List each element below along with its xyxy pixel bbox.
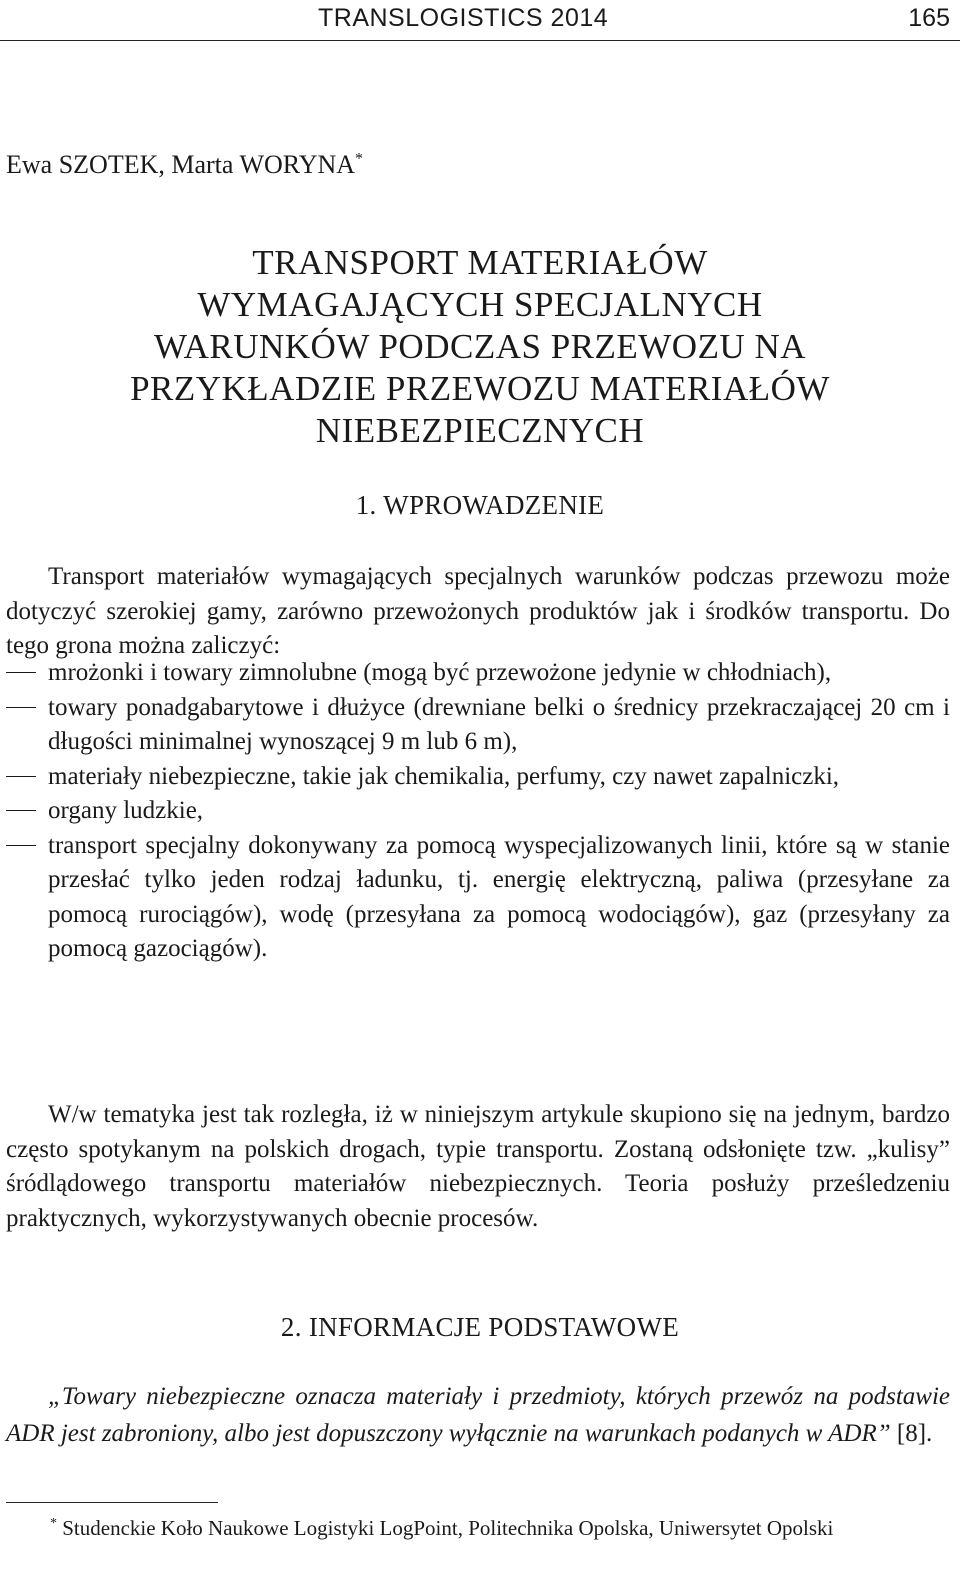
list-item-text: materiały niebezpieczne, takie jak chemikalia, perfumy, czy nawet zapalniczki, — [48, 762, 840, 790]
list-item-text: mrożonki i towary zimnolubne (mogą być przewożone jedynie w chłodniach), — [48, 659, 832, 686]
title-line: PRZYKŁADZIE PRZEWOZU MATERIAŁÓW — [130, 369, 830, 408]
list-item — [6, 656, 950, 691]
dash-bullet — [6, 672, 36, 673]
author-names: Ewa SZOTEK, Marta WORYNA — [6, 150, 356, 179]
list-item-text: towary ponadgabarytowe i dłużyce (drewniane belki o średnicy przekraczającej 20 cm i długości minimalnej wynoszącej 9 m lub 6 m), — [48, 693, 950, 755]
list-item-text: transport specjalny dokonywany za pomocą wyspecjalizowanych linii, które są w stanie przesłać tylko jeden rodzaj ładunku, tj. energię elektryczną, paliwa (przesyłane za pomocą rurociągów), wodę (przesyłana za pomocą wodociągów), gaz (przesyłany za pomocą gazociągów). — [48, 831, 950, 962]
title-line: WARUNKÓW PODCZAS PRZEWOZU NA — [153, 327, 807, 366]
dash-bullet — [6, 845, 36, 846]
title-line: TRANSPORT MATERIAŁÓW — [252, 243, 708, 282]
citation-reference: [8]. — [890, 1420, 933, 1447]
author-footnote-marker: * — [355, 150, 364, 168]
dash-bullet — [6, 776, 36, 777]
dash-bullet — [6, 707, 36, 708]
footnote-marker: * — [50, 1516, 57, 1531]
footnote-text: Studenckie Koło Naukowe Logistyki LogPoint, Politechnika Opolska, Uniwersytet Opolski — [57, 1516, 834, 1540]
intro-paragraph: Transport materiałów wymagających specjalnych warunków podczas przewozu może dotyczyć szerokiej gamy, zarówno przewożonych produktów jak i środków transportu. Do tego grona można zaliczyć: — [6, 563, 950, 659]
list-item — [6, 691, 950, 760]
paper-title — [0, 242, 960, 452]
dash-bullet — [6, 810, 36, 811]
journal-name: TRANSLOGISTICS 2014 — [318, 4, 609, 32]
footnote-divider — [6, 1502, 218, 1503]
authors — [6, 150, 363, 180]
list-item — [6, 829, 950, 967]
section-heading-introduction: 1. WPROWADZENIE — [355, 490, 605, 520]
page-number: 165 — [908, 4, 950, 32]
list-item-text: organy ludzkie, — [48, 797, 204, 824]
title-line: WYMAGAJĄCYCH SPECJALNYCH — [197, 285, 763, 324]
scope-paragraph: W/w tematyka jest tak rozległa, iż w niniejszym artykule skupiono się na jednym, bardzo często spotykanym na polskich drogach, typie transportu. Zostaną odsłonięte tzw. „kulisy” śródlądowego transportu materiałów niebezpiecznych. Teoria posłuży prześledzeniu praktycznych, wykorzystywanych obecnie procesów. — [6, 1101, 950, 1232]
list-item — [6, 794, 950, 829]
section-heading-basic-info: 2. INFORMACJE PODSTAWOWE — [280, 1312, 680, 1342]
footnote — [6, 1510, 950, 1542]
adr-definition-quote — [6, 1378, 950, 1452]
quote-text: „Towary niebezpieczne oznacza materiały i przedmioty, których przewóz na podstawie ADR jest zabroniony, albo jest dopuszczony wyłącznie na warunkach podanych w ADR” — [6, 1383, 950, 1447]
title-line: NIEBEZPIECZNYCH — [315, 411, 645, 450]
running-header — [0, 0, 960, 41]
transport-types-list — [6, 656, 950, 967]
list-item — [6, 760, 950, 795]
